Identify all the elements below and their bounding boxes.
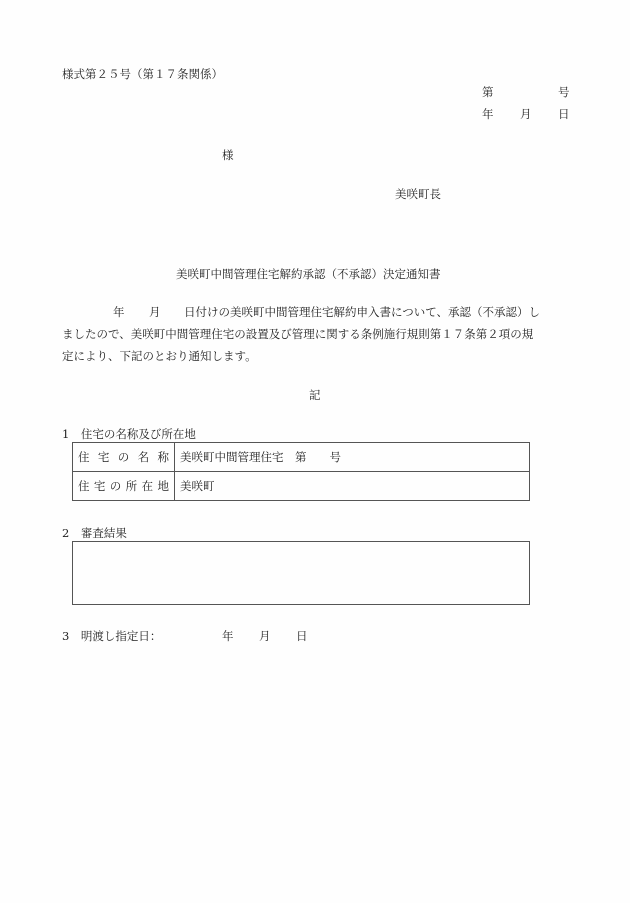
ki-heading: 記 bbox=[309, 388, 321, 402]
housing-location-label: 住 宅 の 所 在 地 bbox=[73, 472, 175, 501]
recipient-suffix: 様 bbox=[222, 148, 234, 162]
sender: 美咲町長 bbox=[395, 187, 441, 201]
date-year: 年 bbox=[482, 107, 494, 121]
housing-name-value: 美咲町中間管理住宅 第 号 bbox=[175, 443, 530, 472]
body-line2: ましたので、美咲町中間管理住宅の設置及び管理に関する条例施行規則第１７条第２項の規 bbox=[62, 327, 534, 341]
review-result-box bbox=[72, 541, 530, 605]
doc-number-suffix: 号 bbox=[558, 85, 570, 99]
document-title: 美咲町中間管理住宅解約承認（不承認）決定通知書 bbox=[176, 267, 441, 281]
section3-heading: 3 明渡し指定日： bbox=[62, 629, 162, 643]
table-row bbox=[73, 443, 530, 472]
eviction-date-year: 年 bbox=[222, 629, 234, 643]
table-row bbox=[73, 472, 530, 501]
form-number: 様式第２５号（第１７条関係） bbox=[62, 67, 223, 81]
housing-name-label: 住 宅 の 名 称 bbox=[73, 443, 175, 472]
date-month: 月 bbox=[520, 107, 532, 121]
date-day: 日 bbox=[558, 107, 570, 121]
body-month: 月 bbox=[149, 305, 161, 319]
body-line3: 定により、下記のとおり通知します。 bbox=[62, 349, 257, 363]
body-line1: 日付けの美咲町中間管理住宅解約申入書について、承認（不承認）し bbox=[184, 305, 541, 319]
eviction-date-month: 月 bbox=[259, 629, 271, 643]
body-year: 年 bbox=[113, 305, 125, 319]
section1-heading: 1 住宅の名称及び所在地 bbox=[62, 427, 196, 441]
housing-info-table bbox=[72, 442, 530, 501]
section2-heading: 2 審査結果 bbox=[62, 526, 127, 540]
doc-number-prefix: 第 bbox=[482, 85, 494, 99]
housing-location-value: 美咲町 bbox=[175, 472, 530, 501]
eviction-date-day: 日 bbox=[296, 629, 308, 643]
